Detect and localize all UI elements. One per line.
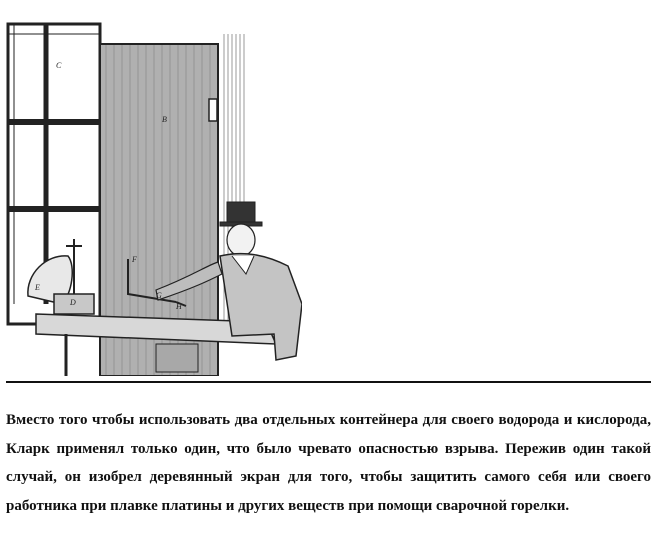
label-b: B: [162, 115, 167, 124]
label-e: E: [35, 283, 40, 292]
label-d: D: [70, 298, 76, 307]
gas-apparatus: [28, 239, 94, 314]
label-g: G: [156, 291, 162, 300]
engraving-illustration: [6, 4, 302, 376]
label-c: C: [56, 61, 62, 70]
label-h: H: [176, 302, 182, 311]
horizontal-rule: [6, 381, 651, 383]
caption-text: Вместо того чтобы использовать два отдельных контейнера для своего водорода и кислорода, Кларк применял только один, что было чревато опасностью взрыва. Пережив один такой случай, он изобрел деревянный экран для того, чтобы защитить самого себя или своего работника при плавке платины и других веществ при помощи сварочной горелки.: [6, 412, 651, 514]
label-f: F: [132, 255, 137, 264]
